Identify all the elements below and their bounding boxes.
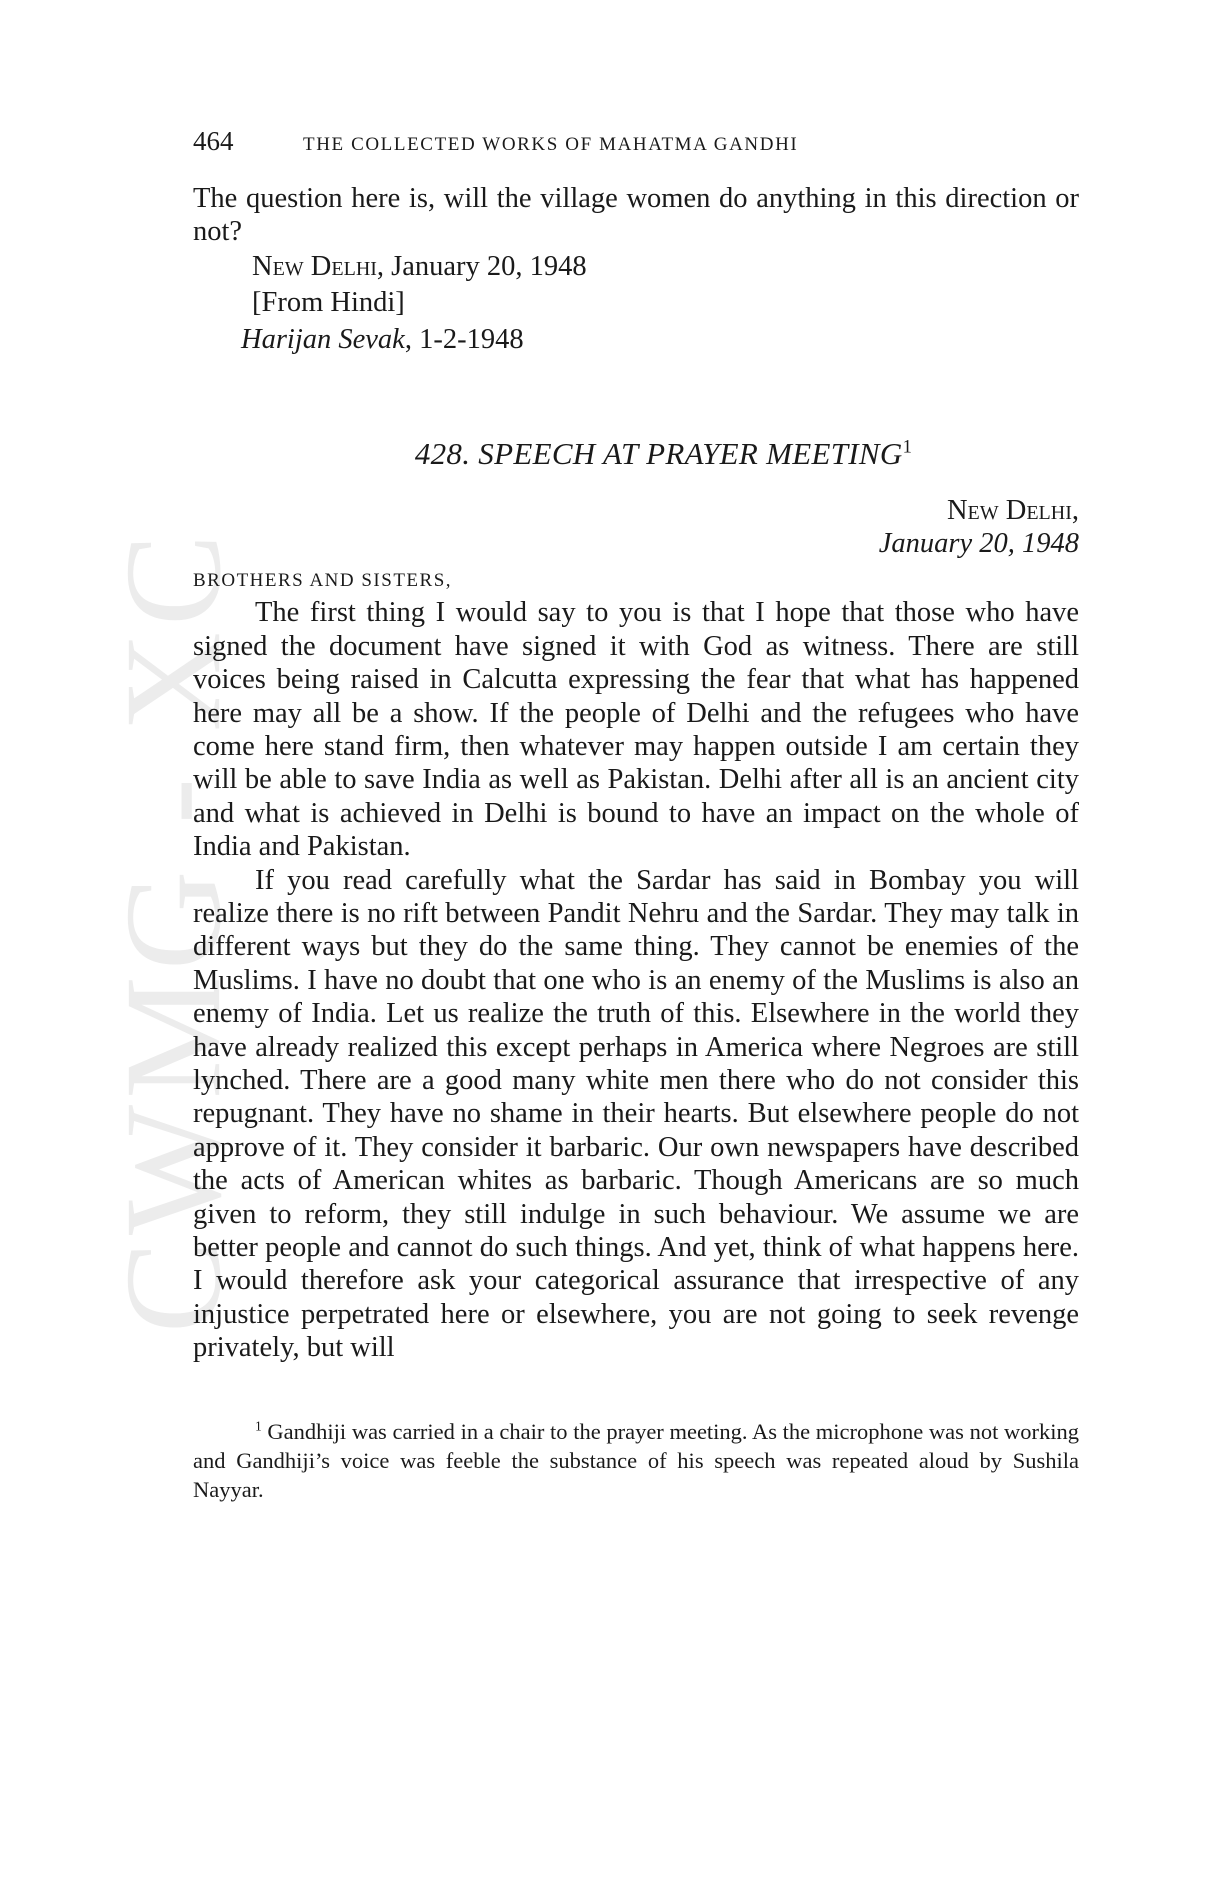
intro-periodical: Harijan Sevak bbox=[241, 323, 405, 355]
section-heading-text: 428. SPEECH AT PRAYER MEETING bbox=[414, 436, 903, 472]
dateline-date: January 20, 1948 bbox=[878, 528, 1079, 560]
intro-periodical-date: , 1-2-1948 bbox=[404, 323, 524, 355]
intro-source: [From Hindi] bbox=[252, 287, 405, 319]
intro-paragraph: The question here is, will the village women do anything in this direction or not? bbox=[193, 183, 1079, 248]
intro-place-date bbox=[193, 249, 1079, 286]
running-head bbox=[193, 126, 1079, 166]
footnote bbox=[193, 1417, 1079, 1504]
intro-periodical-line bbox=[193, 322, 1079, 359]
intro-date: , January 20, 1948 bbox=[376, 250, 587, 282]
section-heading bbox=[248, 436, 1079, 472]
dateline bbox=[193, 494, 1079, 560]
running-title: THE COLLECTED WORKS OF MAHATMA GANDHI bbox=[303, 134, 799, 155]
page-number: 464 bbox=[193, 126, 234, 156]
speech-paragraph-1: The first thing I would say to you is that I hope that those who have signed the document have signed it with God as witness. There are still voices being raised in Calcutta expressing the fear that what has happened here may all be a show. If the people of Delhi and the refugees who have come here stand firm, then whatever may happen outside I am certain they will be able to save India as well as Pakistan. Delhi after all is an ancient city and what is achieved in Delhi is bound to have an impact on the whole of India and Pakistan. bbox=[193, 597, 1079, 863]
section-heading-footnote-marker: 1 bbox=[902, 436, 913, 458]
footnote-text: Gandhiji was carried in a chair to the prayer meeting. As the microphone was not working and Gandhiji’s voice was feeble the substance of his speech was repeated aloud by Sushila Nayyar. bbox=[193, 1418, 1079, 1502]
page-content bbox=[193, 126, 1079, 1504]
salutation: BROTHERS AND SISTERS, bbox=[193, 570, 453, 592]
watermark-text: CWMG - XC bbox=[96, 527, 250, 1333]
dateline-place: New Delhi, bbox=[946, 495, 1079, 527]
footnote-spacer bbox=[193, 1365, 1079, 1417]
footnote-marker: 1 bbox=[255, 1418, 262, 1434]
speech-paragraph-2: If you read carefully what the Sardar has said in Bombay you will realize there is no rift between Pandit Nehru and the Sardar. They may talk in different ways but they do the same thing. They cannot be enemies of the Muslims. I have no doubt that one who is an enemy of the Muslims is also an enemy of India. Let us realize the truth of this. Elsewhere in the world they have already realized this except perhaps in America where Negroes are still lynched. There are a good many white men there who do not consider this repugnant. They have no shame in their hearts. But elsewhere people do not approve of it. They consider it barbaric. Our own newspapers have described the acts of American whites as barbaric. Though Americans are so much given to reform, they still indulge in such behaviour. We assume we are better people and cannot do such things. And yet, think of what happens here. I would therefore ask your categorical assurance that irrespective of any injustice perpetrated here or elsewhere, you are not going to seek revenge privately, but will bbox=[193, 864, 1079, 1364]
intro-place: New Delhi bbox=[252, 250, 377, 282]
